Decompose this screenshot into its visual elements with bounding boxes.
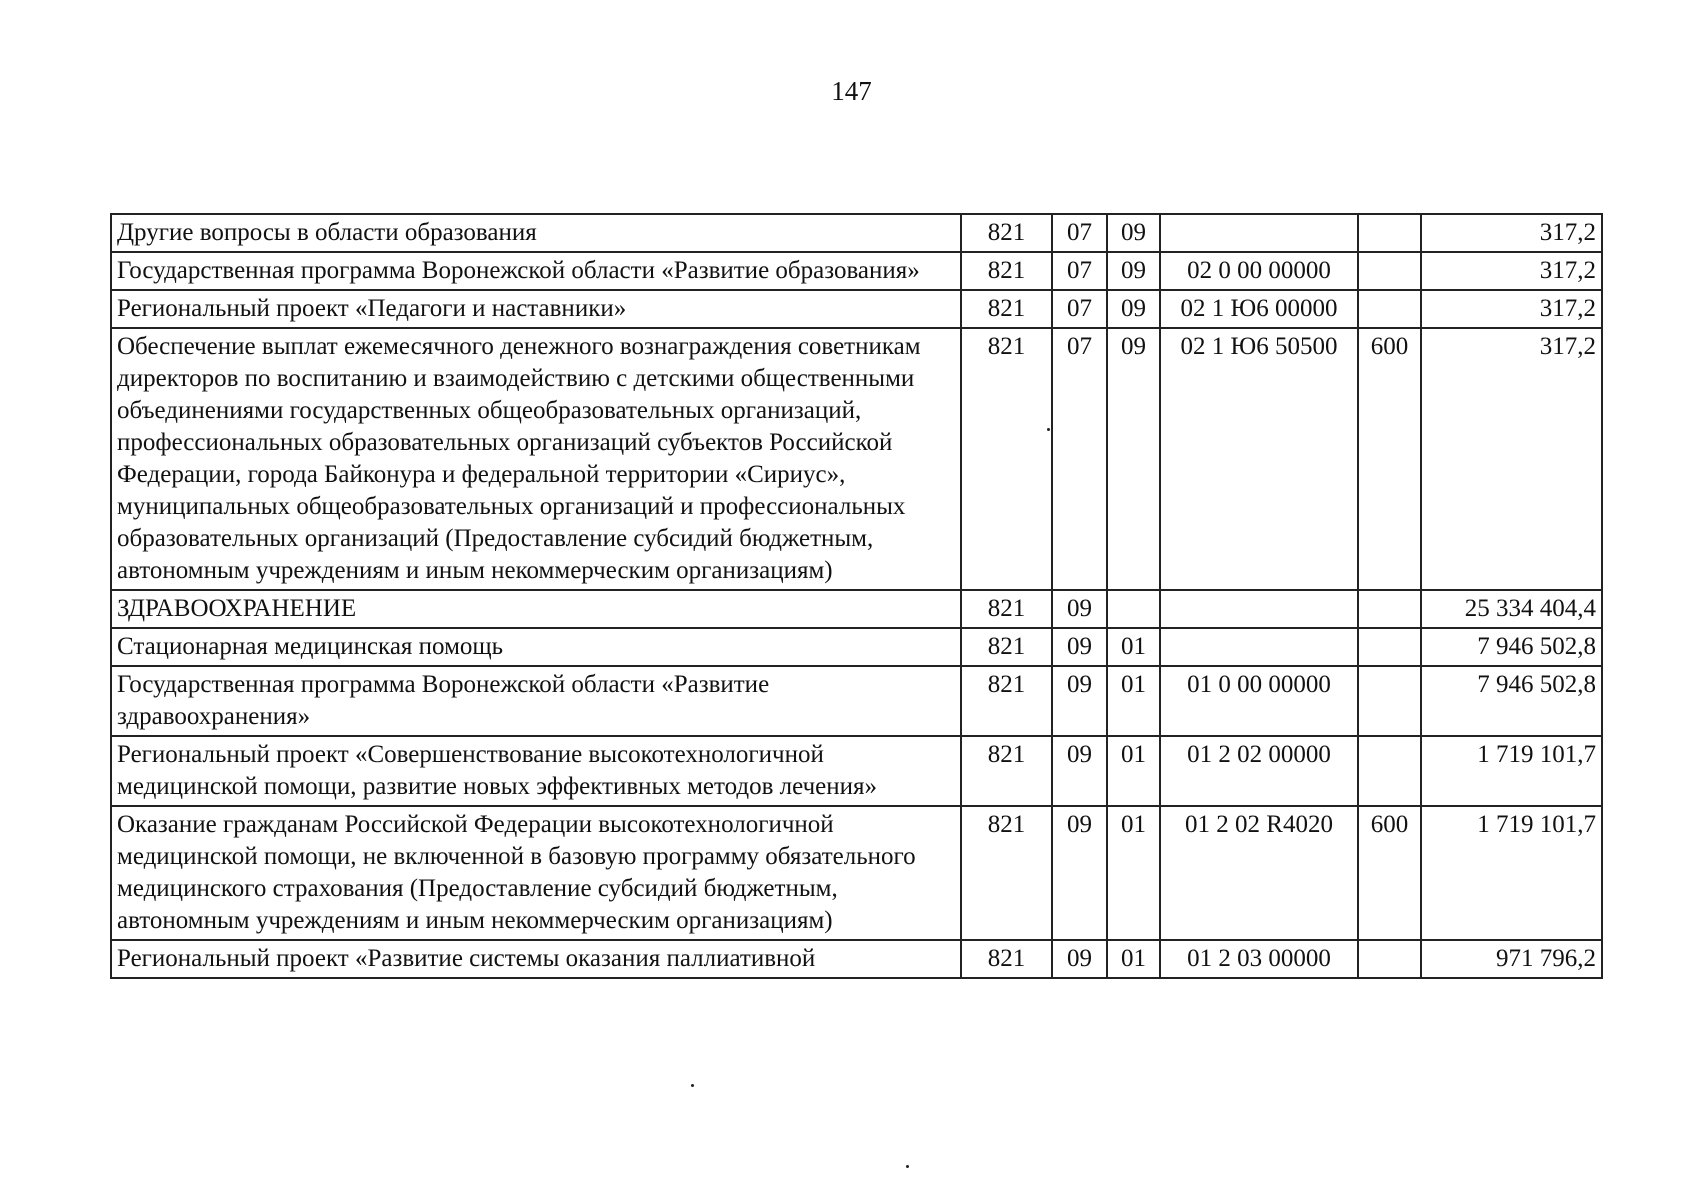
row-amount: 317,2 [1421, 328, 1602, 590]
row-subsection: 09 [1107, 252, 1160, 290]
row-section: 09 [1052, 666, 1107, 736]
scan-speck [906, 1165, 909, 1168]
table-row [111, 628, 1602, 666]
row-grbs: 821 [961, 940, 1052, 978]
row-amount: 7 946 502,8 [1421, 666, 1602, 736]
row-target-article [1160, 214, 1358, 252]
table-row [111, 806, 1602, 940]
row-subsection [1107, 590, 1160, 628]
row-name: Обеспечение выплат ежемесячного денежного вознаграждения советникам директоров по воспитанию и взаимодействию с детскими общественными объединениями государственных общеобразовательных организаций, профессиональных образовательных организаций субъектов Российской Федерации, города Байконура и федеральной территории «Сириус», муниципальных общеобразовательных организаций и профессиональных образовательных организаций (Предоставление субсидий бюджетным, автономным учреждениям и иным некоммерческим организациям) [111, 328, 961, 590]
row-section: 09 [1052, 628, 1107, 666]
row-subsection: 01 [1107, 628, 1160, 666]
page-number: 147 [831, 76, 872, 106]
table-row [111, 736, 1602, 806]
row-subsection: 01 [1107, 940, 1160, 978]
row-subsection: 09 [1107, 214, 1160, 252]
row-name: Государственная программа Воронежской области «Развитие здравоохранения» [111, 666, 961, 736]
row-expense-type [1358, 214, 1421, 252]
row-name: Другие вопросы в области образования [111, 214, 961, 252]
row-subsection: 01 [1107, 666, 1160, 736]
row-grbs: 821 [961, 736, 1052, 806]
row-name: Региональный проект «Педагоги и наставники» [111, 290, 961, 328]
row-section: 07 [1052, 214, 1107, 252]
row-grbs: 821 [961, 590, 1052, 628]
row-expense-type [1358, 290, 1421, 328]
row-expense-type [1358, 736, 1421, 806]
row-subsection: 01 [1107, 736, 1160, 806]
row-target-article [1160, 628, 1358, 666]
row-target-article: 01 2 02 R4020 [1160, 806, 1358, 940]
table-row [111, 328, 1602, 590]
row-target-article: 01 2 02 00000 [1160, 736, 1358, 806]
row-target-article [1160, 590, 1358, 628]
row-amount: 317,2 [1421, 214, 1602, 252]
row-expense-type: 600 [1358, 328, 1421, 590]
row-grbs: 821 [961, 252, 1052, 290]
row-section: 09 [1052, 940, 1107, 978]
row-target-article: 02 1 Ю6 50500 [1160, 328, 1358, 590]
row-grbs: 821 [961, 290, 1052, 328]
table-row [111, 666, 1602, 736]
table-row [111, 214, 1602, 252]
row-amount: 1 719 101,7 [1421, 806, 1602, 940]
table-row [111, 940, 1602, 978]
row-name: Государственная программа Воронежской области «Развитие образования» [111, 252, 961, 290]
row-section: 09 [1052, 590, 1107, 628]
row-amount: 1 719 101,7 [1421, 736, 1602, 806]
row-amount: 25 334 404,4 [1421, 590, 1602, 628]
row-expense-type [1358, 940, 1421, 978]
budget-table [110, 213, 1603, 979]
table-row [111, 252, 1602, 290]
scan-speck [1047, 428, 1050, 431]
table-body [111, 214, 1602, 978]
row-grbs: 821 [961, 806, 1052, 940]
row-grbs: 821 [961, 628, 1052, 666]
row-grbs: 821 [961, 666, 1052, 736]
row-grbs: 821 [961, 328, 1052, 590]
row-section: 07 [1052, 328, 1107, 590]
row-name: Региональный проект «Совершенствование высокотехнологичной медицинской помощи, развитие новых эффективных методов лечения» [111, 736, 961, 806]
row-subsection: 09 [1107, 290, 1160, 328]
row-section: 09 [1052, 736, 1107, 806]
row-target-article: 02 1 Ю6 00000 [1160, 290, 1358, 328]
row-amount: 317,2 [1421, 290, 1602, 328]
table-row [111, 590, 1602, 628]
row-expense-type [1358, 666, 1421, 736]
row-name: ЗДРАВООХРАНЕНИЕ [111, 590, 961, 628]
row-section: 07 [1052, 290, 1107, 328]
row-name: Оказание гражданам Российской Федерации высокотехнологичной медицинской помощи, не включенной в базовую программу обязательного медицинского страхования (Предоставление субсидий бюджетным, автономным учреждениям и иным некоммерческим организациям) [111, 806, 961, 940]
row-expense-type [1358, 252, 1421, 290]
row-name: Стационарная медицинская помощь [111, 628, 961, 666]
row-subsection: 09 [1107, 328, 1160, 590]
row-section: 09 [1052, 806, 1107, 940]
row-grbs: 821 [961, 214, 1052, 252]
row-amount: 7 946 502,8 [1421, 628, 1602, 666]
row-amount: 971 796,2 [1421, 940, 1602, 978]
row-target-article: 01 2 03 00000 [1160, 940, 1358, 978]
row-expense-type [1358, 628, 1421, 666]
row-target-article: 02 0 00 00000 [1160, 252, 1358, 290]
row-amount: 317,2 [1421, 252, 1602, 290]
row-name: Региональный проект «Развитие системы оказания паллиативной [111, 940, 961, 978]
row-section: 07 [1052, 252, 1107, 290]
table-row [111, 290, 1602, 328]
row-subsection: 01 [1107, 806, 1160, 940]
row-expense-type [1358, 590, 1421, 628]
row-expense-type: 600 [1358, 806, 1421, 940]
scan-speck [691, 1084, 694, 1087]
row-target-article: 01 0 00 00000 [1160, 666, 1358, 736]
